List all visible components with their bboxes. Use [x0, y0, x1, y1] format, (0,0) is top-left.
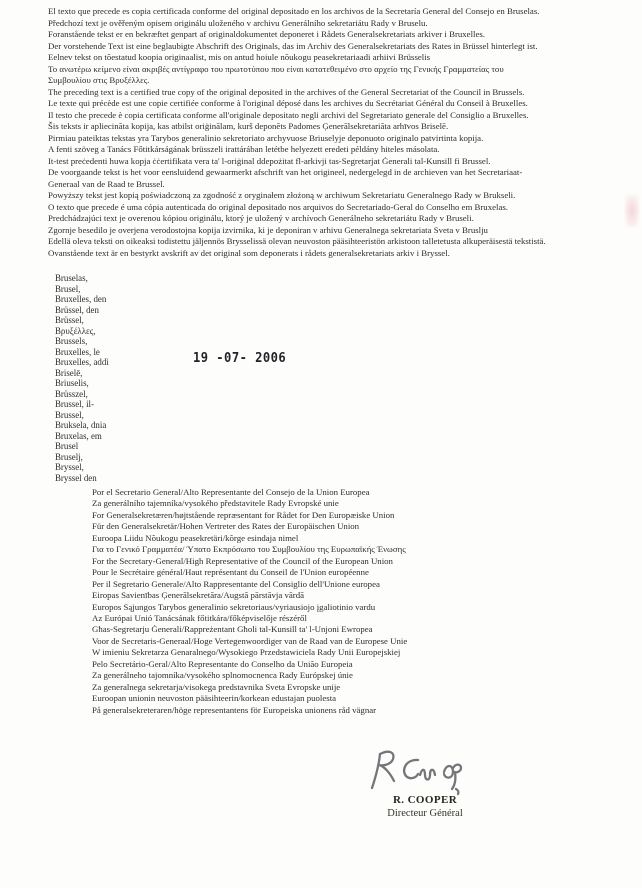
signatory-line: Για το Γενικό Γραμματέα/ Ύπατο Εκπρόσωπο του Συμβουλίου της Ευρωπαϊκής Ένωσης [92, 544, 406, 555]
signatory-line: Pour le Secrétaire général/Haut représentant du Conseil de l'Union européenne [92, 567, 369, 578]
certification-line: Il testo che precede è copia certificata conforme all'originale depositato negli archivi del Segretariato generale del Consiglio a Bruxelles. [48, 109, 529, 120]
signatory-line: Voor de Secretaris-Generaal/Hoge Vertegenwoordiger van de Raad van de Europese Unie [92, 635, 408, 646]
signatory-line: Euroopan unionin neuvoston pääsihteerin/korkean edustajan puolesta [92, 693, 337, 704]
city-line: Bruxelles, addì [55, 357, 109, 367]
certification-line: Zgornje besedilo je overjena verodostojna kopija izvirnika, ki je deponiran v arhivu Generalnega sekretariata Sveta v Bruslju [48, 224, 488, 235]
certification-line: Συμβουλίου στις Βρυξέλλες. [48, 75, 150, 85]
certification-line: The preceding text is a certified true copy of the original deposited in the archives of the General Secretariat of the Council in Brussels. [48, 86, 525, 97]
city-line: Brussel, il- [55, 399, 94, 409]
certification-line: Ovanstående text är en bestyrkt avskrift av det original som deponerats i rådets generalsekretariats arkiv i Bryssel. [48, 247, 450, 258]
city-line: Brüssel, den [55, 304, 99, 315]
certification-line: Le texte qui précède est une copie certifiée conforme à l'original déposé dans les archives du Secrétariat Général du Conseil à Bruxelles. [48, 98, 528, 108]
signatory-block [92, 487, 407, 716]
city-line: Βρυξέλλες, [55, 325, 96, 336]
city-line: Brussels, [55, 336, 88, 346]
city-line: Bruxelles, den [55, 294, 107, 304]
signatory-line: Por el Secretario General/Alto Representante del Consejo de la Union Europea [92, 487, 370, 497]
city-line: Bruxelas, em [55, 430, 102, 441]
city-line: Bruksela, dnia [55, 420, 107, 430]
city-line: Bruselas, [55, 273, 88, 283]
signatory-line: Euroopa Liidu Nõukogu peasekretäri/kõrge esindaja nimel [92, 532, 299, 543]
signatory-line: Za generálního tajemníka/vysokého představitele Rady Evropské unie [92, 498, 339, 509]
certification-line: Foranstående tekst er en bekræftet genpart af originaldokumentet deponeret i Rådets Generalsekretariats arkiver i Bruxelles. [48, 29, 485, 39]
signatory-line: Za generálneho tajomníka/vysokého splnomocnenca Rady Európskej únie [92, 670, 353, 681]
city-line: Brüssel, [55, 315, 84, 325]
certification-line: Šis teksts ir apliecināta kopija, kas atbilst oriģinālam, kurš deponēts Padomes Ģenerālsekretariāta arhīvos Briselē. [48, 121, 449, 131]
certification-line: It-test preċedenti huwa kopja ċċertifikata vera ta' l-oriġinal ddepożitat fl-arkivji tas-Segretarjat Ġenerali tal-Kunsill fi Brussel. [48, 155, 491, 166]
signatory-line: Za generalnega sekretarja/visokega predstavnika Sveta Evropske unije [92, 681, 341, 692]
signatory-line: W imieniu Sekretarza Genaralnego/Wysokiego Przedstawiciela Rady Unii Europejskiej [92, 647, 401, 658]
signature-scrawl-icon [366, 748, 466, 796]
signatory-line: Für den Generalsekretär/Hohen Vertreter des Rates der Europäischen Union [92, 521, 360, 532]
signatory-line: Europos Sąjungos Tarybos generalinio sekretoriaus/vyriausiojo įgaliotinio vardu [92, 601, 376, 612]
signatory-line: For the Secretary-General/High Representative of the Council of the European Union [92, 555, 393, 566]
signatory-line: Per il Segretario Generale/Alto Rappresentante del Consiglio dell'Unione europea [92, 578, 380, 589]
certification-line: Powyższy tekst jest kopią poświadczoną za zgodność z oryginałem złożoną w archiwum Sekretariatu Generalnego Rady w Brukseli. [48, 190, 516, 200]
certification-line: Der vorstehende Text ist eine beglaubigte Abschrift des Originals, das im Archiv des Generalsekretariats des Rates in Brüssel hinterlegt ist. [48, 40, 538, 51]
city-line: Briselē, [55, 367, 83, 378]
city-line: Brüsszel, [55, 388, 88, 399]
signatory-line: Pelo Secretário-Geral/Alto Representante do Conselho da União Europeia [92, 658, 353, 669]
certification-line: El texto que precede es copia certificada conforme del original depositado en los archivos de la Secretaría General del Consejo en Bruselas. [48, 6, 540, 16]
city-dateline-list [55, 273, 109, 483]
certification-line: Pirmiau pateiktas tekstas yra Tarybos generalinio sekretoriato archyvuose Briuselyje deponuoto originalo patvirtinta kopija. [48, 132, 484, 143]
certification-line: Predchádzajúci text je overenou kópiou originálu, ktorý je uložený v archívoch Generálneho sekretariátu Rady v Bruseli. [48, 213, 474, 223]
certification-line: De voorgaande tekst is het voor eensluidend gewaarmerkt afschrift van het origineel, nedergelegd in de archieven van het Secretariaat- [48, 167, 523, 177]
certification-line: A fenti szöveg a Tanács Főtitkárságának brüsszeli irattárában letétbe helyezett eredeti példány hiteles másolata. [48, 144, 440, 154]
certification-block [48, 6, 546, 259]
signatory-line: Az Európai Unió Tanácsának főtitkára/főképviselője részéről [92, 612, 307, 623]
city-line: Bruxelles, le [55, 346, 100, 357]
city-line: Briuselis, [55, 378, 89, 388]
certification-line: Předchozí text je ověřeným opisem originálu uloženého v archivu Generálního sekretariátu Rady v Bruselu. [48, 17, 428, 28]
scan-artifact [625, 195, 639, 227]
city-line: Brusel, [55, 283, 81, 294]
certification-line: Generaal van de Raad te Brussel. [48, 178, 165, 189]
signatory-line: På generalsekreteraren/höge representantens för Europeiska unionens råd vägnar [92, 704, 377, 715]
signatory-title: Directeur Général [387, 808, 463, 819]
city-line: Brusel [55, 441, 79, 451]
signatory-name: R. COOPER [392, 794, 458, 806]
signatory-line: Għas-Segretarju Ġenerali/Rappreżentant Għoli tal-Kunsill ta' l-Unjoni Ewropea [92, 624, 373, 635]
date-stamp: 19 -07- 2006 [193, 350, 287, 366]
signatory-line: Eiropas Savienības Ģenerālsekretāra/Augstā pārstāvja vārdā [92, 590, 305, 601]
certification-line: Eelnev tekst on tõestatud koopia originaalist, mis on antud hoiule nõukogu peasekretariaadi arhiivi Brüsselis [48, 52, 431, 62]
signatory-line: For Generalsekretæren/højtstående repræsentant for Rådet for Den Europæiske Union [92, 509, 395, 520]
certification-line: Edellä oleva teksti on oikeaksi todistettu jäljennös Brysselissä olevan neuvoston pääsihteeristön arkistoon talletetusta alkuperäisestä tekstistä. [48, 236, 546, 246]
certification-line: O texto que precede é uma cópia autenticada do original depositado nos arquivos do Secretariado-Geral do Conselho em Bruxelas. [48, 201, 508, 212]
city-line: Bryssel den [55, 472, 97, 483]
city-line: Bruselj, [55, 451, 83, 462]
certification-line: Το ανωτέρω κείμενο είναι ακριβές αντίγραφο του πρωτοτύπου που είναι κατατεθειμένο στο αρχείο της Γενικής Γραμματείας του [48, 63, 504, 74]
city-line: Bryssel, [55, 462, 84, 472]
city-line: Brussel, [55, 409, 84, 420]
